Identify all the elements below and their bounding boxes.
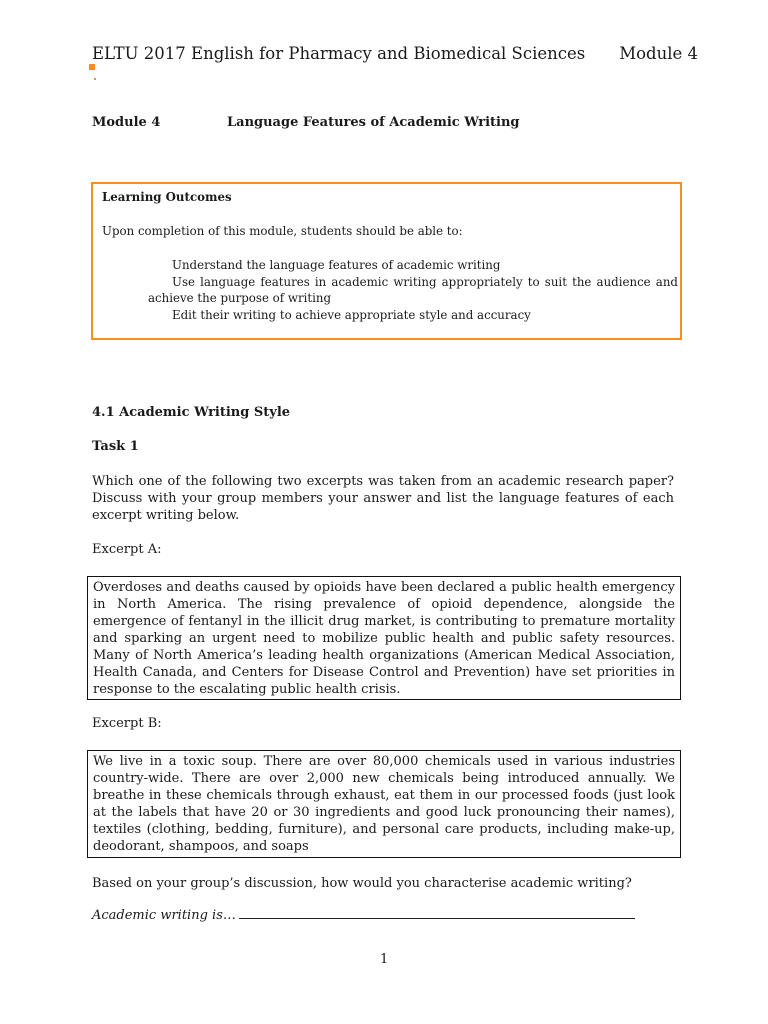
excerpt-a-label: Excerpt A: (92, 542, 162, 557)
page-header (92, 44, 698, 63)
section-heading: 4.1 Academic Writing Style (92, 405, 291, 420)
page-number: 1 (380, 952, 389, 967)
outcome-item: Edit their writing to achieve appropriate style and accuracy (172, 307, 531, 322)
excerpt-b-label: Excerpt B: (92, 716, 162, 731)
learning-outcomes-title: Learning Outcomes (102, 190, 232, 204)
module-title: Language Features of Academic Writing (227, 115, 520, 130)
header-module: Module 4 (619, 44, 698, 63)
excerpt-a-box: Overdoses and deaths caused by opioids have been declared a public health emergency in North America. The rising prevalence of opioid dependence, alongside the emergence of fentanyl in the illicit drug market, is contributing to premature mortality and sparking an urgent need to mobilize public health and public safety resources. Many of North America’s leading health organizations (American Medical Association, Health Canada, and Centers for Disease Control and Prevention) have set priorities in response to the escalating public health crisis. (87, 576, 681, 700)
answer-blank[interactable] (239, 907, 635, 919)
task-heading: Task 1 (92, 439, 139, 454)
orange-dot (94, 78, 96, 80)
module-number: Module 4 (92, 115, 161, 130)
discussion-question: Based on your group’s discussion, how would you characterise academic writing? (92, 876, 632, 891)
task-instructions: Which one of the following two excerpts was taken from an academic research paper? Discuss with your group members your answer and list the language features of each excerpt writing below. (92, 474, 674, 523)
answer-line (92, 907, 635, 923)
answer-prompt: Academic writing is… (92, 908, 236, 923)
course-title: ELTU 2017 English for Pharmacy and Biomedical Sciences (92, 44, 586, 63)
orange-marker (89, 64, 95, 70)
outcome-item: Use language features in academic writing appropriately to suit the audience and achieve the purpose of writing (148, 274, 678, 305)
excerpt-b-box: We live in a toxic soup. There are over 80,000 chemicals used in various industries country-wide. There are over 2,000 new chemicals being introduced annually. We breathe in these chemicals through exhaust, eat them in our processed foods (just look at the labels that have 20 or 30 ingredients and good luck pronouncing their names), textiles (clothing, bedding, furniture), and personal care products, including make-up, deodorant, shampoos, and soaps (87, 750, 681, 858)
learning-outcomes-intro: Upon completion of this module, students should be able to: (102, 224, 463, 238)
learning-outcomes-list (148, 257, 678, 323)
learning-outcomes-box (91, 182, 682, 340)
outcome-item: Understand the language features of academic writing (172, 258, 501, 272)
